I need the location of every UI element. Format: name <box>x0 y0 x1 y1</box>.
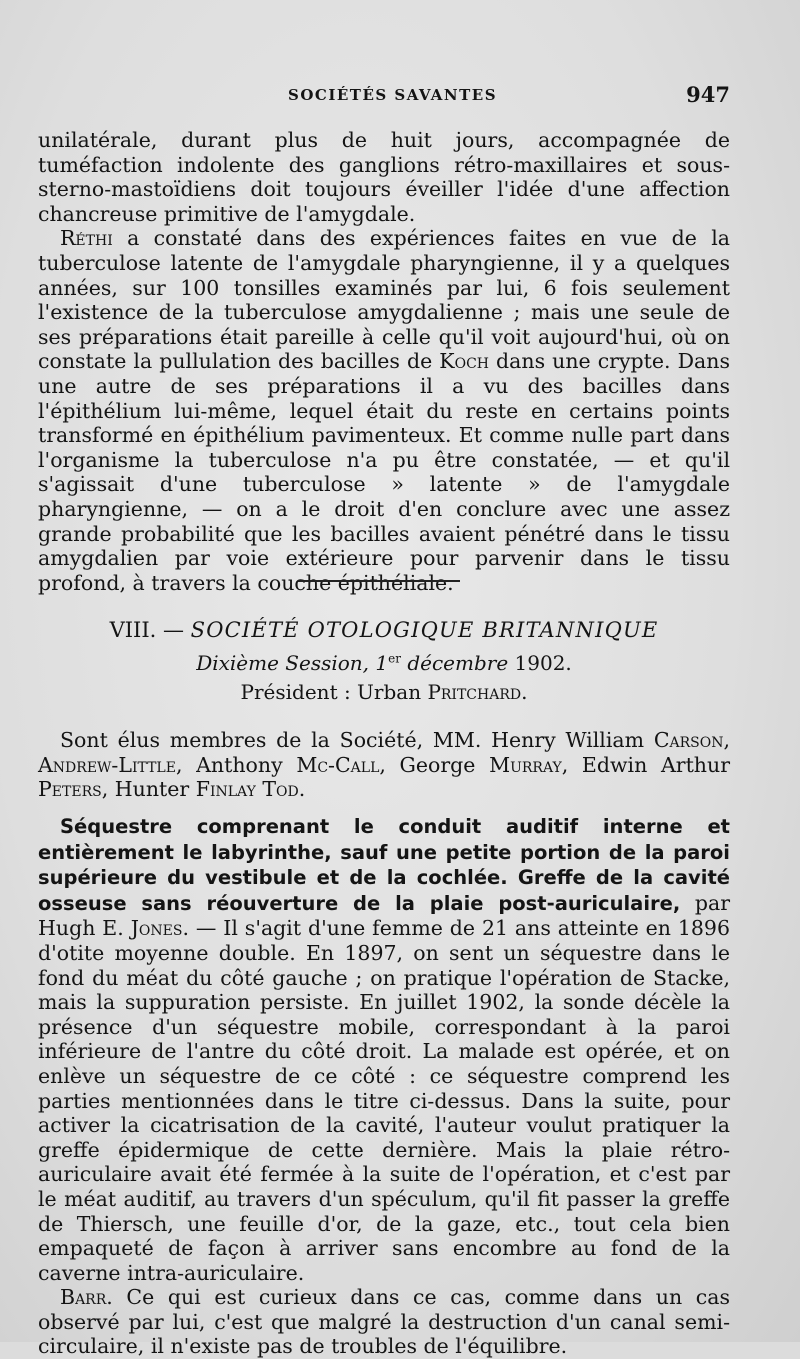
members-t3: George <box>385 752 490 777</box>
members-t4: Edwin Arthur <box>568 752 731 777</box>
paragraph-continuation: unilatérale, durant plus de huit jours, accompagnée de tuméfaction indolente des ganglions rétro-maxillaires et sous-sterno-mastoïdiens doit toujours éveiller l'idée d'une affection chancreuse primitive de l'amygdale. <box>38 128 730 226</box>
case-author-name: Jones. <box>130 916 189 941</box>
member-carson: Carson, <box>653 728 730 752</box>
case-title: Séquestre comprenant le conduit auditif interne et entièrement le labyrinthe, sauf une petite portion de la paroi supérieure du vestibule et de la cochlée. Greffe de la cavité osseuse sans réouverture de la plaie post-auriculaire, <box>38 815 730 915</box>
session-post: décembre <box>400 651 515 675</box>
paragraph-barr <box>38 1285 730 1359</box>
member-murray: Murray, <box>489 752 569 777</box>
case-author-pre: par Hugh E. <box>38 890 730 941</box>
president-line <box>38 680 730 704</box>
members-t1: Sont élus membres de la Société, MM. Henry William <box>60 728 654 752</box>
paragraph-barr-text: Ce qui est curieux dans ce cas, comme dans un cas observé par lui, c'est que malgré la destruction d'un canal semi-circulaire, il n'existe pas de troubles de l'équilibre. <box>38 1285 730 1359</box>
president-label: Président : Urban <box>240 680 428 704</box>
member-mc-call: Mc-Call, <box>296 752 386 777</box>
section-number: VIII. — <box>109 618 191 642</box>
paragraph-rethi-text-1: a constaté dans des expériences faites en vue de la tuberculose latente de l'amygdale pharyngienne, il y a quelques années, sur 100 tonsilles examinés par lui, 6 fois seulement l'existence de la tuberculose amygdalienne ; mais une seule de ses préparations était pareille à celle qu'il voit aujourd'hui, où on constate la pullulation des bacilles de <box>38 226 730 374</box>
case-text: — Il s'agit d'une femme de 21 ans atteinte en 1896 d'otite moyenne double. En 1897, on sent un séquestre dans le fond du méat du côté gauche ; on pratique l'opération de Stacke, mais la suppuration persiste. En juillet 1902, la sonde décèle la présence d'un séquestre mobile, correspondant à la paroi inférieure de l'antre du côté droit. La malade est opérée, et on enlève un séquestre de ce côté : ce séquestre comprend les parties mentionnées dans le titre ci-dessus. Dans la suite, pour activer la cicatrisation de la cavité, l'auteur voulut pratiquer la greffe épidermique de cette dernière. Mais la plaie rétro-auriculaire avait été fermée à la suite de l'opération, et c'est par le méat auditif, au travers d'un spéculum, qu'il fit passer la greffe de Thiersch, une feuille d'or, de la gaze, etc., tout cela bien empaqueté de façon à arriver sans encombre au fond de la caverne intra-auriculaire. <box>38 916 731 1285</box>
author-name-koch: Koch <box>439 349 489 374</box>
session-year: 1902. <box>514 651 572 675</box>
running-title: SOCIÉTÉS SAVANTES <box>288 86 498 104</box>
page-number: 947 <box>686 82 730 107</box>
session-pre: Dixième Session, 1 <box>196 651 389 675</box>
member-finlay-tod: Finlay Tod. <box>195 777 306 802</box>
president-name: Pritchard. <box>427 680 528 704</box>
author-name-rethi: Réthi <box>60 226 113 251</box>
members-t2: Anthony <box>182 752 297 777</box>
members-text <box>38 728 730 802</box>
author-name-barr: Barr. <box>60 1285 113 1310</box>
members-t5: Hunter <box>108 777 196 802</box>
paragraph-rethi <box>38 226 730 595</box>
paragraph-rethi-text-2: dans une crypte. Dans une autre de ses préparations il a vu des bacilles dans l'épithélium lui-même, lequel était du reste en certains points transformé en épithélium pavimenteux. Et comme nulle part dans l'organisme la tuberculose n'a pu être constatée, — et qu'il s'agissait d'une tuberculose » latente » de l'amygdale pharyngienne, — on a le droit d'en conclure avec une assez grande probabilité que les bacilles avaient pénétré dans le tissu amygdalien par voie extérieure pour parvenir dans le tissu profond, à travers la couche épithéliale. <box>38 349 730 595</box>
body-text-top <box>38 128 730 595</box>
case-report <box>38 814 730 1359</box>
case-paragraph <box>38 814 730 1285</box>
section-heading <box>38 618 730 642</box>
session-line <box>38 651 730 675</box>
members-paragraph <box>38 728 730 802</box>
section-divider <box>298 580 460 582</box>
member-andrew-little: Andrew-Little, <box>38 752 183 777</box>
running-head <box>38 82 730 116</box>
session-sup: er <box>388 651 401 666</box>
member-peters: Peters, <box>38 777 109 802</box>
section-title: SOCIÉTÉ OTOLOGIQUE BRITANNIQUE <box>190 618 659 642</box>
